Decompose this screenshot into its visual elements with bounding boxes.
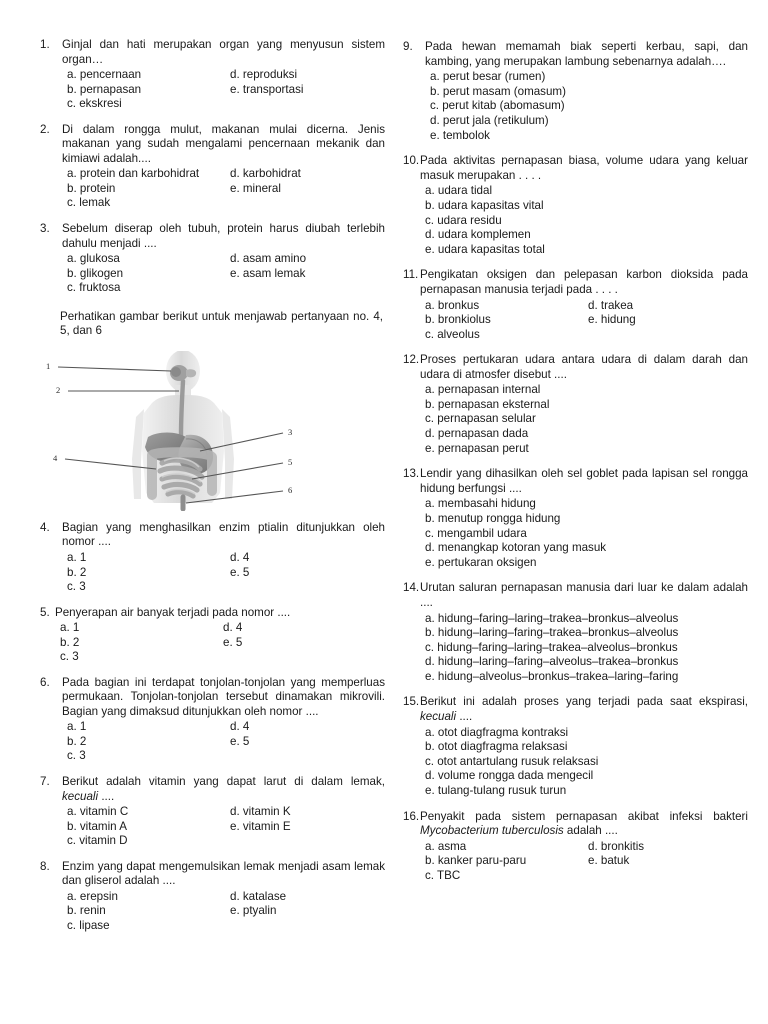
digestive-system-figure: [40, 351, 385, 511]
option-choice[interactable]: c. 3: [60, 650, 79, 664]
question-number: 7.: [40, 774, 50, 788]
option-spacer: [230, 919, 385, 934]
option-list: [420, 184, 748, 257]
option-choice[interactable]: c. fruktosa: [67, 281, 121, 295]
question-block: [40, 123, 385, 211]
question-block: [40, 775, 385, 849]
option-choice[interactable]: b. hidung–laring–faring–trakea–bronkus–alveolus: [425, 626, 679, 640]
figure-label-6: 6: [288, 484, 293, 495]
option-choice[interactable]: b. bronkiolus: [425, 313, 491, 326]
question-body: [62, 123, 385, 211]
option-spacer: [230, 580, 385, 595]
question-block: [403, 810, 748, 884]
stem-text: adalah ....: [563, 824, 618, 838]
question-stem: Pengikatan oksigen dan pelepasan karbon dioksida pada pernapasan manusia terjadi pada . . . .: [420, 268, 748, 296]
option-choice[interactable]: c. ekskresi: [67, 97, 122, 111]
emphasized-term: Mycobacterium tuberculosis: [420, 824, 564, 838]
option-list: [420, 840, 748, 884]
question-stem: [420, 695, 748, 724]
question-stem: Pada hewan memamah biak seperti kerbau, sapi, dan kambing, yang merupakan lambung sebenarnya adalah….: [425, 40, 748, 68]
figure-label-3: 3: [288, 426, 293, 437]
option-choice[interactable]: d. katalase: [230, 889, 287, 903]
question-number: 11.: [403, 268, 419, 282]
option-choice[interactable]: b. pernapasan eksternal: [425, 397, 550, 411]
stem-text: Berikut adalah vitamin yang dapat larut di dalam lemak,: [62, 774, 385, 788]
option-list: [62, 805, 385, 849]
option-choice[interactable]: d. trakea: [588, 298, 634, 312]
question-number: 6.: [40, 675, 50, 689]
question-block: [40, 38, 385, 112]
option-list: [62, 68, 385, 112]
option-choice[interactable]: d. udara komplemen: [425, 228, 531, 242]
question-stem: [420, 810, 748, 839]
option-choice[interactable]: e. vitamin E: [230, 819, 291, 833]
option-choice[interactable]: e. transportasi: [230, 82, 304, 96]
two-column-layout: [40, 38, 748, 944]
option-choice[interactable]: b. menutup rongga hidung: [425, 511, 561, 525]
option-choice[interactable]: c. lipase: [67, 918, 110, 932]
question-body: [62, 521, 385, 595]
option-choice[interactable]: b. 2: [67, 565, 87, 579]
question-stem: Pada aktivitas pernapasan biasa, volume udara yang keluar masuk merupakan . . . .: [420, 154, 748, 182]
question-number: 9.: [403, 40, 413, 53]
option-choice[interactable]: c. 3: [67, 749, 86, 763]
esophagus-shape: [181, 381, 183, 435]
question-block: [40, 676, 385, 764]
option-choice[interactable]: d. pernapasan dada: [425, 426, 529, 440]
option-choice[interactable]: a. pernapasan internal: [425, 383, 541, 397]
option-choice[interactable]: d. hidung–laring–faring–alveolus–trakea–bronkus: [425, 655, 679, 669]
option-choice[interactable]: e. udara kapasitas total: [425, 242, 545, 256]
question-stem: Di dalam rongga mulut, makanan mulai dicerna. Jenis makanan yang sudah mengalami pencernaan mekanik dan kimiawi adalah....: [62, 122, 385, 165]
option-choice[interactable]: b. glikogen: [67, 266, 124, 280]
question-number: 12.: [403, 353, 420, 366]
option-choice[interactable]: b. kanker paru-paru: [425, 854, 527, 868]
option-choice[interactable]: e. hidung–alveolus–bronkus–trakea–laring–faring: [425, 669, 679, 683]
question-number: 8.: [40, 859, 50, 873]
question-body: [420, 695, 748, 798]
option-list: [420, 726, 748, 799]
option-choice[interactable]: a. udara tidal: [425, 184, 493, 198]
option-choice[interactable]: a. perut besar (rumen): [430, 70, 546, 84]
question-number: 2.: [40, 122, 50, 136]
option-choice[interactable]: d. 4: [230, 720, 250, 734]
left-questions-4-8: [40, 521, 385, 933]
option-choice[interactable]: d. reproduksi: [230, 68, 298, 82]
question-block: [403, 353, 748, 456]
question-number: 5.: [40, 605, 50, 619]
option-choice[interactable]: c. otot antartulang rusuk relaksasi: [425, 754, 599, 768]
option-choice[interactable]: e. ptyalin: [230, 904, 277, 918]
option-list: [420, 383, 748, 456]
question-body: [420, 353, 748, 456]
question-body: [62, 860, 385, 934]
question-stem: Proses pertukaran udara antara udara di dalam darah dan udara di atmosfer disebut ....: [420, 353, 748, 381]
question-block: [403, 40, 748, 143]
question-body: [420, 154, 748, 257]
option-choice[interactable]: d. 4: [223, 621, 243, 635]
emphasized-term: kecuali: [62, 789, 99, 803]
question-stem: Pada bagian ini terdapat tonjolan-tonjolan yang memperluas permukaan. Tonjolan-tonjolan tersebut dinamakan mikrovili. Bagian yang dimaksud ditunjukkan oleh nomor ....: [62, 675, 385, 718]
option-choice[interactable]: a. hidung–faring–laring–trakea–bronkus–alveolus: [425, 611, 679, 625]
figure-instruction-text: Perhatikan gambar berikut untuk menjawab pertanyaan no. 4, 5, dan 6: [60, 309, 383, 338]
option-choice[interactable]: a. pencernaan: [67, 68, 142, 82]
option-choice[interactable]: b. protein: [67, 181, 116, 195]
option-choice[interactable]: d. vitamin K: [230, 805, 291, 819]
question-body: [420, 268, 748, 342]
emphasized-term: kecuali: [420, 710, 457, 724]
option-choice[interactable]: a. erepsin: [67, 889, 118, 903]
option-list: [420, 299, 748, 343]
option-choice[interactable]: a. 1: [67, 720, 87, 734]
option-list: [62, 167, 385, 211]
option-list: [425, 70, 748, 143]
option-choice[interactable]: b. renin: [67, 904, 106, 918]
option-list: [420, 612, 748, 685]
question-number: 16.: [403, 809, 420, 823]
question-stem: Lendir yang dihasilkan oleh sel goblet pada lapisan sel rongga hidung berfungsi ....: [420, 467, 748, 495]
option-choice[interactable]: e. pertukaran oksigen: [425, 555, 537, 569]
option-choice[interactable]: e. tembolok: [430, 128, 490, 142]
option-choice[interactable]: c. lemak: [67, 196, 111, 210]
question-stem: Bagian yang menghasilkan enzim ptialin ditunjukkan oleh nomor ....: [62, 520, 385, 549]
option-choice[interactable]: b. 2: [60, 635, 80, 649]
option-choice[interactable]: c. pernapasan selular: [425, 412, 536, 426]
question-body: [62, 775, 385, 849]
question-block: [40, 222, 385, 296]
question-block: [40, 606, 385, 665]
option-list: [55, 621, 385, 665]
option-choice[interactable]: a. 1: [67, 551, 87, 565]
question-block: [403, 154, 748, 257]
option-choice[interactable]: b. perut masam (omasum): [430, 84, 566, 98]
option-list: [62, 252, 385, 296]
option-choice[interactable]: e. 5: [223, 635, 243, 649]
question-body: [420, 581, 748, 684]
option-choice[interactable]: a. otot diagfragma kontraksi: [425, 725, 569, 739]
option-list: [62, 551, 385, 595]
question-block: [403, 467, 748, 570]
option-choice[interactable]: b. udara kapasitas vital: [425, 198, 544, 212]
option-choice[interactable]: a. protein dan karbohidrat: [67, 167, 200, 181]
option-choice[interactable]: e. hidung: [588, 313, 636, 326]
option-choice[interactable]: e. tulang-tulang rusuk turun: [425, 784, 567, 798]
question-number: 10.: [403, 154, 420, 168]
option-choice[interactable]: a. 1: [60, 621, 80, 635]
question-body: [62, 222, 385, 296]
option-spacer: [230, 281, 385, 296]
option-choice[interactable]: e. batuk: [588, 854, 630, 868]
stem-text: Berikut ini adalah proses yang terjadi pada saat ekspirasi,: [420, 695, 748, 709]
question-body: [55, 606, 385, 665]
option-choice[interactable]: b. pernapasan: [67, 82, 142, 96]
option-choice[interactable]: e. asam lemak: [230, 266, 306, 280]
option-spacer: [588, 869, 748, 884]
figure-label-4: 4: [53, 452, 58, 463]
option-spacer: [230, 97, 385, 112]
option-spacer: [588, 328, 748, 343]
option-choice[interactable]: d. asam amino: [230, 252, 307, 266]
option-choice[interactable]: b. otot diagfragma relaksasi: [425, 740, 568, 754]
question-block: [40, 860, 385, 934]
option-choice[interactable]: d. volume rongga dada mengecil: [425, 769, 594, 783]
option-choice[interactable]: c. mengambil udara: [425, 526, 527, 540]
question-block: [40, 521, 385, 595]
option-spacer: [223, 650, 385, 665]
option-spacer: [230, 834, 385, 849]
question-body: [425, 40, 748, 143]
option-choice[interactable]: d. perut jala (retikulum): [430, 113, 549, 127]
question-body: [420, 467, 748, 570]
option-choice[interactable]: c. TBC: [425, 868, 461, 882]
option-choice[interactable]: c. hidung–faring–laring–trakea–alveolus–bronkus: [425, 640, 678, 654]
question-block: [403, 581, 748, 684]
option-choice[interactable]: a. membasahi hidung: [425, 497, 536, 511]
stem-text: ....: [98, 789, 115, 803]
option-choice[interactable]: a. vitamin C: [67, 805, 129, 819]
option-choice[interactable]: e. pernapasan perut: [425, 441, 529, 455]
option-choice[interactable]: d. bronkitis: [588, 839, 645, 853]
question-number: 3.: [40, 221, 50, 235]
figure-label-1: 1: [46, 360, 51, 371]
option-choice[interactable]: d. 4: [230, 551, 250, 565]
option-choice[interactable]: e. 5: [230, 734, 250, 748]
right-question-column: [403, 38, 748, 894]
stem-text: Penyakit pada sistem pernapasan akibat infeksi bakteri: [420, 809, 748, 823]
question-number: 13.: [403, 467, 420, 481]
question-number: 1.: [40, 38, 50, 51]
option-choice[interactable]: d. menangkap kotoran yang masuk: [425, 541, 607, 555]
figure-label-2: 2: [56, 384, 61, 395]
option-choice[interactable]: e. mineral: [230, 181, 281, 195]
option-list: [420, 497, 748, 570]
question-number: 14.: [403, 581, 420, 595]
question-block: [403, 268, 748, 342]
question-body: [420, 810, 748, 884]
option-choice[interactable]: c. 3: [67, 580, 86, 594]
option-choice[interactable]: a. asma: [425, 839, 467, 853]
question-stem: Penyerapan air banyak terjadi pada nomor ....: [55, 605, 291, 619]
question-stem: Urutan saluran pernapasan manusia dari luar ke dalam adalah ....: [420, 581, 748, 609]
option-choice[interactable]: b. vitamin A: [67, 819, 127, 833]
question-block: [403, 695, 748, 798]
option-spacer: [230, 749, 385, 764]
option-choice[interactable]: a. bronkus: [425, 298, 480, 312]
left-questions-1-3: [40, 38, 385, 296]
option-choice[interactable]: b. 2: [67, 734, 87, 748]
option-choice[interactable]: c. vitamin D: [67, 834, 128, 848]
question-stem: Sebelum diserap oleh tubuh, protein harus diubah terlebih dahulu menjadi ....: [62, 221, 385, 250]
option-choice[interactable]: d. karbohidrat: [230, 167, 301, 181]
question-stem: [62, 775, 385, 804]
stem-text: ....: [456, 710, 473, 724]
figure-label-5: 5: [288, 456, 293, 467]
question-number: 15.: [403, 695, 420, 709]
question-stem: Enzim yang dapat mengemulsikan lemak menjadi asam lemak dan gliserol adalah ....: [62, 859, 385, 888]
option-list: [62, 720, 385, 764]
question-body: [62, 38, 385, 112]
digestive-system-illustration: [40, 351, 385, 511]
question-stem: Ginjal dan hati merupakan organ yang menyusun sistem organ…: [62, 38, 385, 66]
option-list: [62, 890, 385, 934]
option-spacer: [230, 196, 385, 211]
option-choice[interactable]: c. alveolus: [425, 327, 480, 341]
question-number: 4.: [40, 520, 50, 534]
left-question-column: [40, 38, 385, 944]
question-body: [62, 676, 385, 764]
option-choice[interactable]: e. 5: [230, 565, 250, 579]
option-choice[interactable]: c. udara residu: [425, 213, 502, 227]
option-choice[interactable]: c. perut kitab (abomasum): [430, 99, 565, 113]
option-choice[interactable]: a. glukosa: [67, 252, 120, 266]
